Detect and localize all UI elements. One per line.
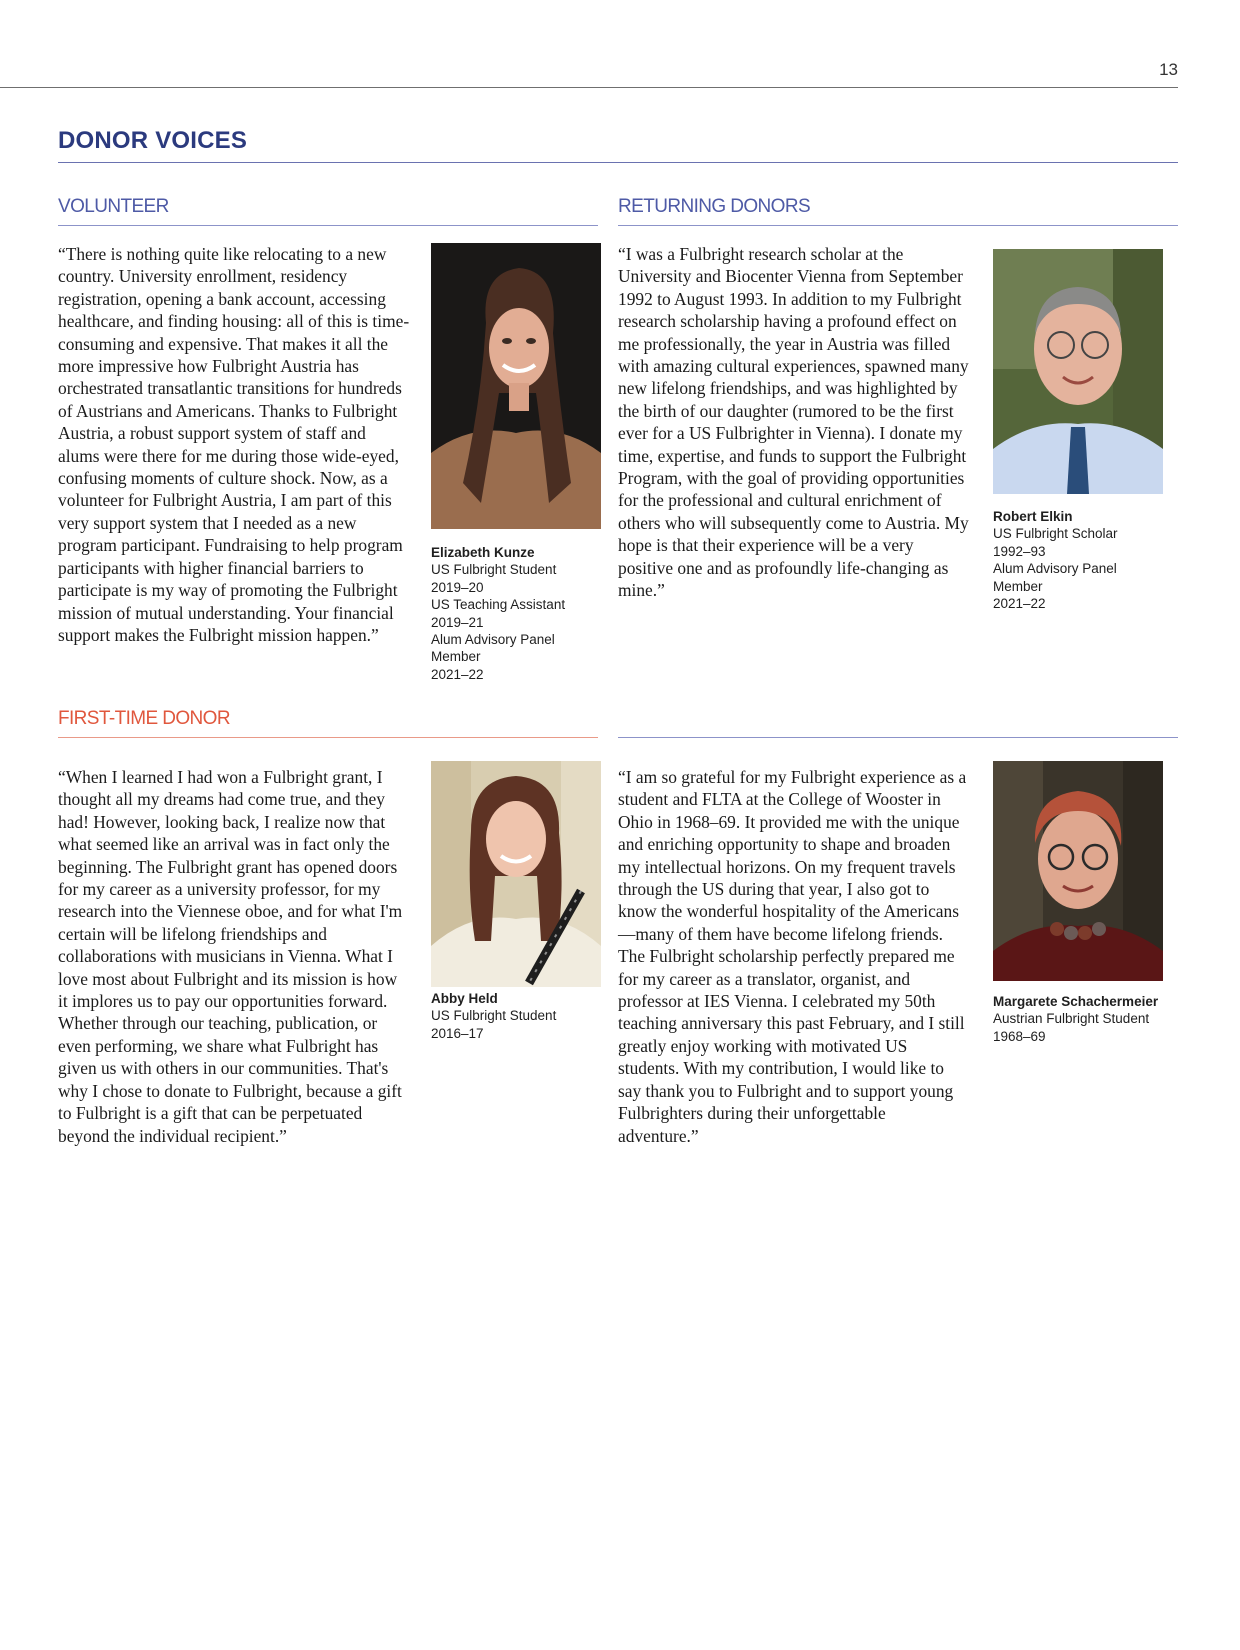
- caption-line: 2021–22: [431, 666, 484, 682]
- volunteer-quote: “There is nothing quite like relocating to a new country. University enrollment, residency registration, opening a bank account, accessing healthcare, and finding housing: all of this is time-consuming and expensive. That makes it all the more impressive how Fulbright Austria has orchestrated transatlantic transitions for hundreds of Austrians and Americans. Thanks to Fulbright Austria, a robust support system of staff and alums were there for me during those wide-eyed, confusing moments of culture shock. Now, as a volunteer for Fulbright Austria, I am part of this very support system that I needed as a new program participant. Fundraising to help program participants with higher financial barriers to participate is my way of promoting the Fulbright mission of mutual understanding. Your financial support makes the Fulbright mission happen.”: [58, 244, 410, 645]
- margarete-schachermeier-photo: [993, 761, 1163, 981]
- caption-line: 2019–20: [431, 579, 484, 595]
- margarete-schachermeier-quote: “I am so grateful for my Fulbright experience as a student and FLTA at the College of Wooster in Ohio in 1968–69. It provided me with the unique and enriching opportunity to shape and broaden my intellectual horizons. On my frequent travels through the US during that year, I also got to know the wonderful hospitality of the Americans—many of them have become lifelong friends. The Fulbright scholarship perfectly prepared me for my career as a translator, organist, and professor at IES Vienna. I celebrated my 50th teaching anniversary this past February, and I still greatly enjoy working with motivated US students. With my contribution, I would like to say thank you to Fulbright and to support young Fulbrighters during their unforgettable adventure.”: [618, 767, 967, 1146]
- returning-donors-heading: RETURNING DONORS: [618, 196, 811, 217]
- caption-line: US Fulbright Scholar: [993, 526, 1118, 542]
- abby-held-quote: “When I learned I had won a Fulbright grant, I thought all my dreams had come true, and they had! However, looking back, I realize now that what seemed like an arrival was in fact only the beginning. The Fulbright grant has opened doors for my career as a university professor, for my research into the Viennese oboe, and for what I'm certain will be lifelong friendships and collaborations with musicians in Vienna. What I love most about Fulbright and its mission is how it implores us to pay our opportunities forward. Whether through our teaching, publication, or even performing, we share what Fulbright has given us with others in our communities. That's why I chose to donate to Fulbright, because a gift to Fulbright is a gift that can be perpetuated beyond the individual recipient.”: [58, 767, 403, 1146]
- title-rule: [58, 162, 1178, 163]
- person-name: Margarete Schachermeier: [993, 994, 1159, 1009]
- caption-line: US Fulbright Student: [431, 1008, 557, 1024]
- first-time-donor-heading: FIRST-TIME DONOR: [58, 708, 230, 729]
- robert-elkin-quote: “I was a Fulbright research scholar at the University and Biocenter Vienna from September 1992 to August 1993. In addition to my Fulbright research scholarship having a profound effect on me professionally, the year in Austria was filled with amazing cultural experiences, spawned many new lifelong friendships, and was highlighted by the birth of our daughter (rumored to be the first ever for a US Fulbrighter in Vienna). I donate my time, expertise, and funds to support the Fulbright Program, with the goal of providing opportunities for the professional and cultural enrichment of others who will subsequently come to Austria. My hope is that their experience will be a very positive one and as profoundly life-changing as mine.”: [618, 244, 969, 601]
- caption-line: Member: [993, 578, 1043, 594]
- caption-line: 2016–17: [431, 1025, 484, 1041]
- caption-line: Alum Advisory Panel: [431, 632, 555, 648]
- first-time-donor-rule: [58, 737, 598, 738]
- page-title: DONOR VOICES: [58, 127, 248, 154]
- volunteer-rule: [58, 225, 598, 226]
- abby-held-caption: [431, 990, 611, 1042]
- caption-line: 2021–22: [993, 596, 1046, 612]
- caption-line: Member: [431, 649, 481, 665]
- abby-held-photo: [431, 761, 601, 987]
- robert-elkin-photo: [993, 249, 1163, 494]
- robert-elkin-caption: [993, 508, 1173, 612]
- returning-donors-rule: [618, 225, 1178, 226]
- caption-line: Austrian Fulbright Student: [993, 1011, 1150, 1027]
- volunteer-heading: VOLUNTEER: [58, 196, 169, 217]
- elizabeth-kunze-photo: [431, 243, 601, 529]
- person-name: Elizabeth Kunze: [431, 545, 535, 560]
- caption-line: 1992–93: [993, 543, 1046, 559]
- elizabeth-kunze-caption: [431, 544, 611, 683]
- caption-line: Alum Advisory Panel: [993, 561, 1117, 577]
- caption-line: US Teaching Assistant: [431, 597, 566, 613]
- caption-line: US Fulbright Student: [431, 562, 557, 578]
- caption-line: 1968–69: [993, 1028, 1046, 1044]
- person-name: Abby Held: [431, 991, 498, 1006]
- top-rule: [0, 87, 1178, 88]
- margarete-schachermeier-caption: [993, 993, 1173, 1045]
- page-number: 13: [1159, 60, 1178, 79]
- caption-line: 2019–21: [431, 614, 484, 630]
- returning-donors-rule-2: [618, 737, 1178, 738]
- person-name: Robert Elkin: [993, 509, 1073, 524]
